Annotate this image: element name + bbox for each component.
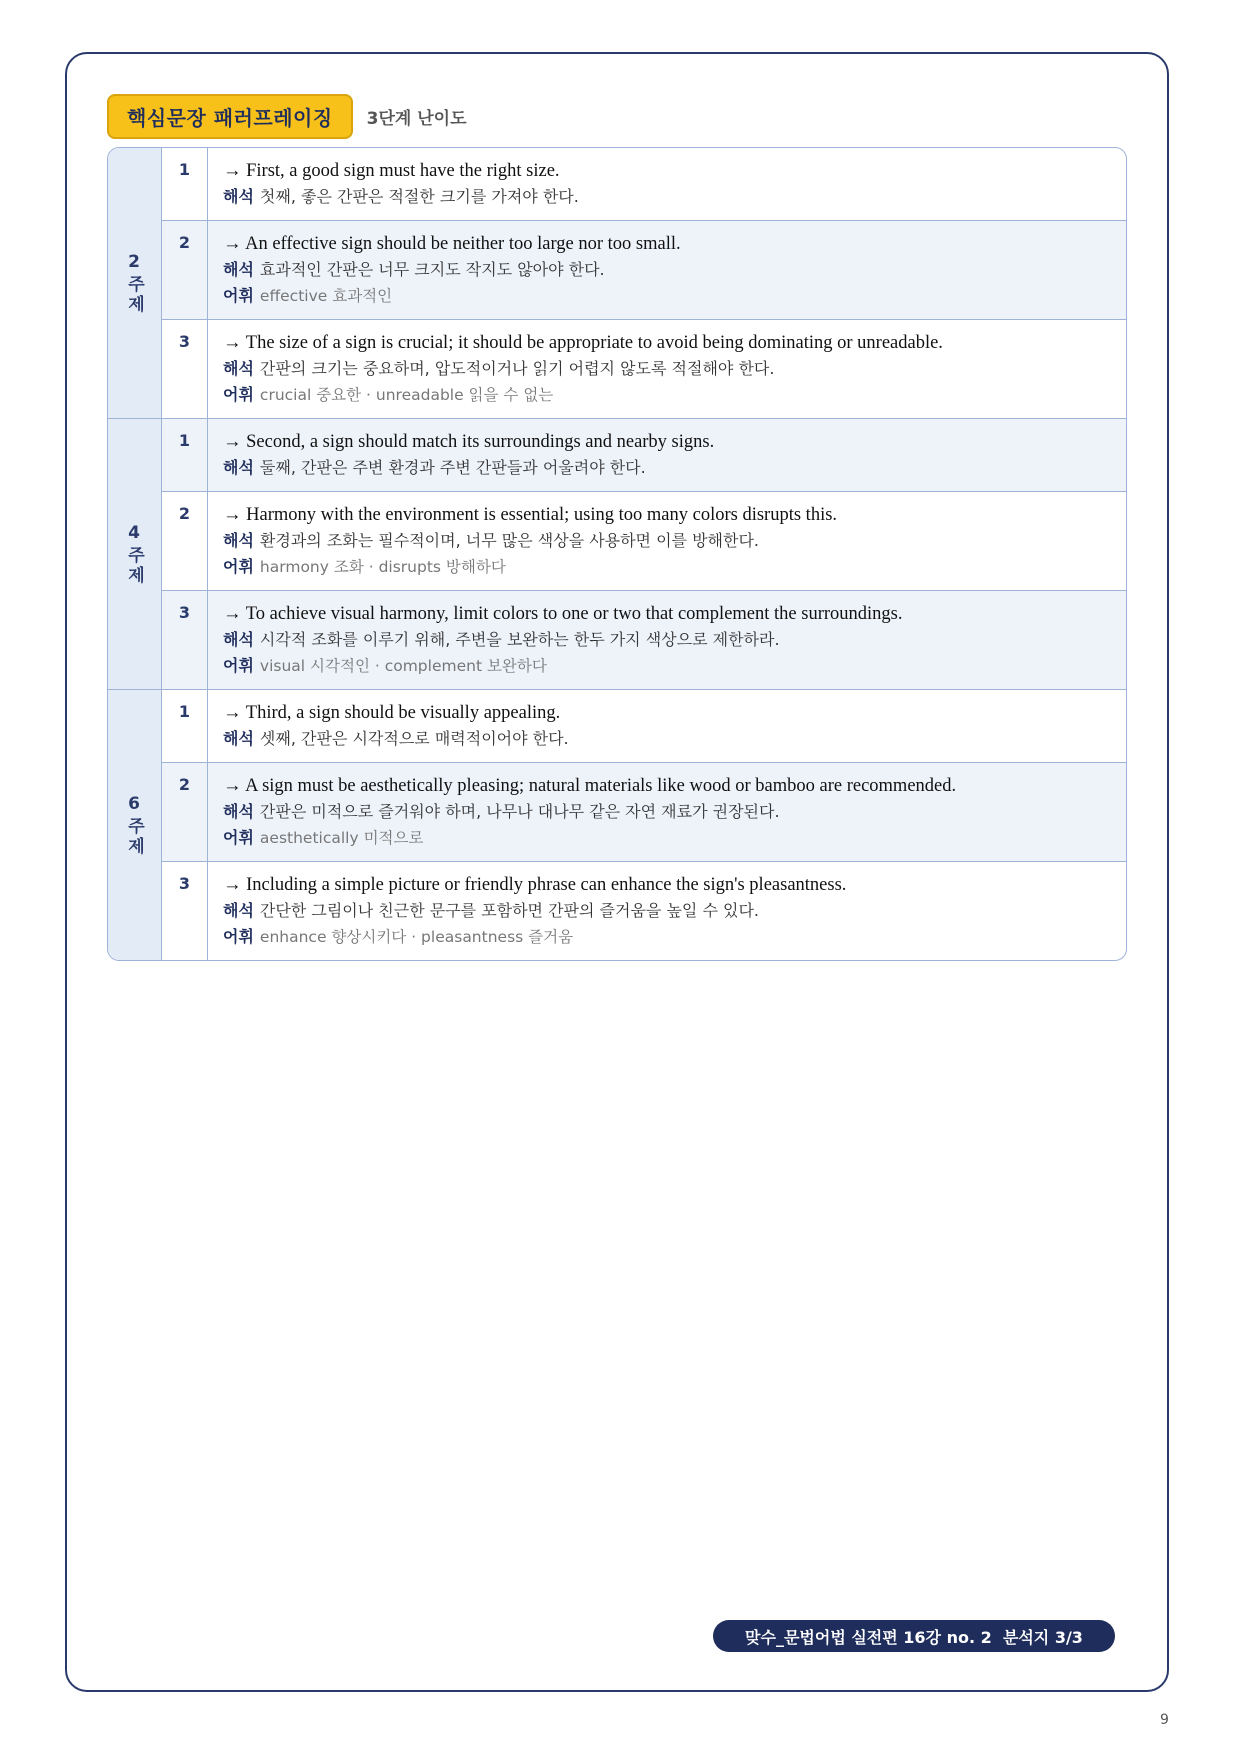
row-number: 3 (162, 862, 208, 960)
translation-text: 효과적인 간판은 너무 크지도 작지도 않아야 한다. (259, 260, 605, 279)
translation-line (223, 356, 1112, 382)
row-number: 2 (162, 221, 208, 319)
table-row (162, 590, 1126, 689)
translation-text: 셋째, 간판은 시각적으로 매력적이어야 한다. (259, 729, 569, 748)
row-content (208, 690, 1126, 762)
english-sentence: → Second, a sign should match its surroundings and nearby signs. (223, 432, 715, 452)
section-title-badge: 핵심문장 패러프레이징 (107, 94, 353, 139)
row-number: 1 (162, 419, 208, 491)
row-number: 1 (162, 148, 208, 220)
table-row (162, 491, 1126, 590)
row-content (208, 591, 1126, 689)
translation-tag: 해석 (223, 458, 254, 477)
translation-text: 첫째, 좋은 간판은 적절한 크기를 가져야 한다. (259, 187, 579, 206)
translation-tag: 해석 (223, 729, 254, 748)
row-number: 2 (162, 763, 208, 861)
row-content (208, 148, 1126, 220)
english-sentence: → Harmony with the environment is essential; using too many colors disrupts this. (223, 505, 838, 525)
vocabulary-tag: 어휘 (223, 656, 254, 675)
translation-line (223, 627, 1112, 653)
english-sentence: → First, a good sign must have the right size. (223, 161, 560, 181)
table-row (162, 419, 1126, 491)
translation-line (223, 184, 1112, 210)
table-row (162, 319, 1126, 418)
vocabulary-text: aesthetically 미적으로 (259, 829, 424, 847)
footer-badge: 맞수_문법어법 실전편 16강 no. 2 분석지 3/3 (713, 1620, 1115, 1652)
translation-text: 간판의 크기는 중요하며, 압도적이거나 읽기 어렵지 않도록 적절해야 한다. (259, 359, 775, 378)
section-heading (107, 94, 467, 139)
row-content (208, 763, 1126, 861)
translation-line (223, 528, 1112, 554)
vocabulary-tag: 어휘 (223, 286, 254, 305)
topic-cell (108, 690, 162, 960)
paraphrase-table (107, 147, 1127, 961)
vocabulary-tag: 어휘 (223, 557, 254, 576)
row-content (208, 862, 1126, 960)
translation-text: 환경과의 조화는 필수적이며, 너무 많은 색상을 사용하면 이를 방해한다. (259, 531, 760, 550)
vocabulary-text: enhance 향상시키다 · pleasantness 즐거움 (259, 928, 574, 946)
topic-group (108, 148, 1126, 418)
vocabulary-text: effective 효과적인 (259, 287, 393, 305)
vocabulary-text: visual 시각적인 · complement 보완하다 (259, 657, 547, 675)
vocabulary-text: harmony 조화 · disrupts 방해하다 (259, 558, 506, 576)
row-number: 2 (162, 492, 208, 590)
row-number: 3 (162, 591, 208, 689)
translation-tag: 해석 (223, 531, 254, 550)
vocabulary-line (223, 653, 1112, 679)
difficulty-level: 3단계 난이도 (366, 109, 467, 129)
vocabulary-tag: 어휘 (223, 385, 254, 404)
vocabulary-line (223, 825, 1112, 851)
english-sentence: → To achieve visual harmony, limit colors to one or two that complement the surroundings. (223, 604, 903, 624)
translation-line (223, 455, 1112, 481)
english-sentence: → An effective sign should be neither too large nor too small. (223, 234, 681, 254)
row-content (208, 221, 1126, 319)
english-sentence: → The size of a sign is crucial; it should be appropriate to avoid being dominating or unreadable. (223, 333, 943, 353)
vocabulary-line (223, 924, 1112, 950)
vocabulary-line (223, 283, 1112, 309)
translation-line (223, 726, 1112, 752)
row-content (208, 492, 1126, 590)
translation-tag: 해석 (223, 187, 254, 206)
vocabulary-tag: 어휘 (223, 828, 254, 847)
translation-line (223, 799, 1112, 825)
english-sentence: → Including a simple picture or friendly phrase can enhance the sign's pleasantness. (223, 875, 847, 895)
translation-tag: 해석 (223, 901, 254, 920)
table-row (162, 762, 1126, 861)
row-content (208, 320, 1126, 418)
vocabulary-line (223, 382, 1112, 408)
translation-tag: 해석 (223, 359, 254, 378)
table-row (162, 220, 1126, 319)
topic-group (108, 418, 1126, 689)
topic-label: 4주제 (124, 522, 144, 586)
table-row (162, 861, 1126, 960)
translation-line (223, 257, 1112, 283)
row-content (208, 419, 1126, 491)
translation-text: 간판은 미적으로 즐거워야 하며, 나무나 대나무 같은 자연 재료가 권장된다. (259, 802, 780, 821)
english-sentence: → Third, a sign should be visually appealing. (223, 703, 561, 723)
topic-group (108, 689, 1126, 960)
translation-text: 둘째, 간판은 주변 환경과 주변 간판들과 어울려야 한다. (259, 458, 646, 477)
translation-text: 간단한 그림이나 친근한 문구를 포함하면 간판의 즐거움을 높일 수 있다. (259, 901, 760, 920)
page-number: 9 (1160, 1712, 1169, 1728)
english-sentence: → A sign must be aesthetically pleasing; natural materials like wood or bamboo are recommended. (223, 776, 957, 796)
topic-cell (108, 419, 162, 689)
topic-cell (108, 148, 162, 418)
vocabulary-tag: 어휘 (223, 927, 254, 946)
vocabulary-line (223, 554, 1112, 580)
translation-text: 시각적 조화를 이루기 위해, 주변을 보완하는 한두 가지 색상으로 제한하라. (259, 630, 780, 649)
translation-line (223, 898, 1112, 924)
vocabulary-text: crucial 중요한 · unreadable 읽을 수 없는 (259, 386, 554, 404)
topic-label: 2주제 (124, 251, 144, 315)
row-number: 1 (162, 690, 208, 762)
table-row (162, 690, 1126, 762)
topic-label: 6주제 (124, 793, 144, 857)
table-row (162, 148, 1126, 220)
translation-tag: 해석 (223, 802, 254, 821)
row-number: 3 (162, 320, 208, 418)
translation-tag: 해석 (223, 630, 254, 649)
translation-tag: 해석 (223, 260, 254, 279)
